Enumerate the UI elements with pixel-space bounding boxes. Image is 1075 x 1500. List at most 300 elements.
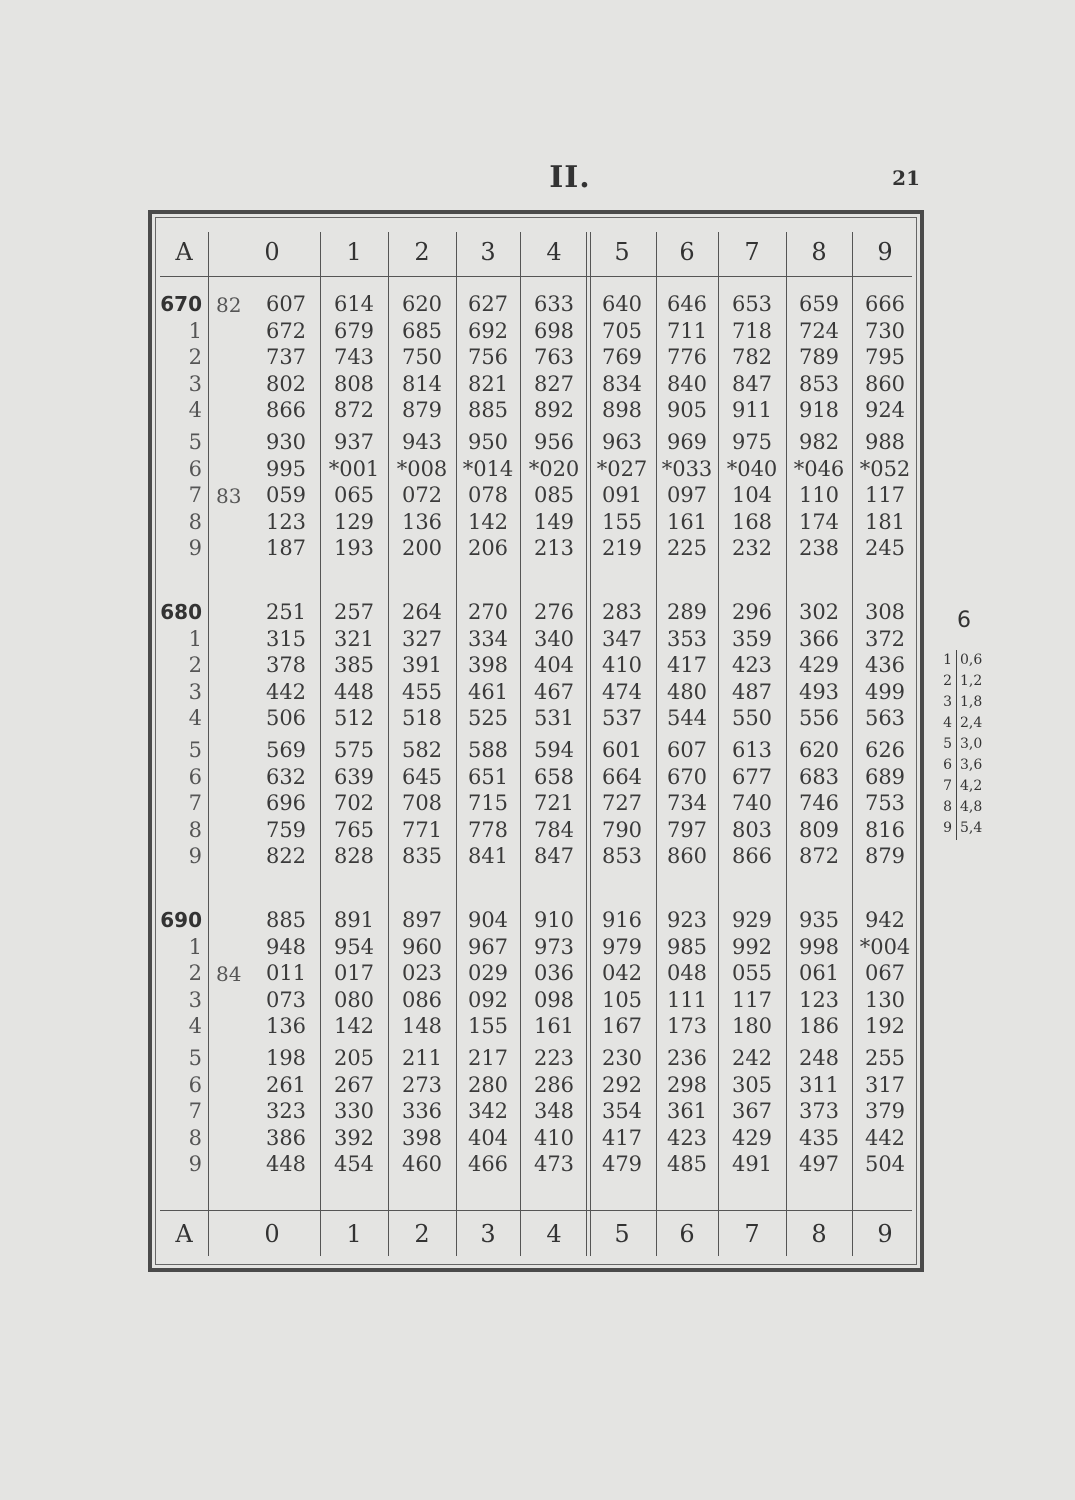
table-cell: 410: [533, 1125, 575, 1150]
table-cell: 065: [333, 483, 375, 508]
table-cell: 398: [467, 653, 509, 678]
table-cell: 491: [731, 1152, 773, 1177]
table-cell: 315: [265, 626, 307, 651]
table-cell: 885: [265, 908, 307, 932]
table-cell: 327: [401, 626, 443, 651]
table-cell: 924: [864, 398, 906, 423]
table-cell: 091: [601, 483, 643, 508]
table-cell: 474: [601, 679, 643, 704]
table-cell: *027: [596, 456, 648, 481]
mantissa-prefix: 82: [216, 293, 242, 317]
table-cell: 778: [467, 817, 509, 842]
pp-digit: 8: [943, 799, 952, 815]
table-cell: 429: [798, 653, 840, 678]
table-cell: 298: [666, 1072, 708, 1097]
table-cell: 556: [798, 706, 840, 731]
table-cell: 417: [601, 1125, 643, 1150]
table-cell: 461: [467, 679, 509, 704]
table-cell: 892: [533, 398, 575, 423]
table-cell: 485: [666, 1152, 708, 1177]
table-cell: 423: [731, 653, 773, 678]
table-cell: 497: [798, 1152, 840, 1177]
table-cell: 904: [467, 908, 509, 932]
footer-col-a: A: [175, 1220, 193, 1248]
row-argument: 6: [188, 764, 202, 789]
table-cell: 613: [731, 738, 773, 762]
pp-digit: 4: [943, 715, 952, 731]
table-cell: 198: [265, 1046, 307, 1070]
table-cell: 797: [666, 817, 708, 842]
table-cell: 506: [265, 706, 307, 731]
row-argument: 8: [188, 1125, 202, 1150]
pp-value: 1,8: [960, 694, 983, 710]
table-cell: 727: [601, 791, 643, 816]
table-cell: 969: [666, 430, 708, 454]
table-cell: 217: [467, 1046, 509, 1070]
table-cell: 245: [864, 536, 906, 561]
table-cell: 607: [666, 738, 708, 762]
table-cell: 929: [731, 908, 773, 932]
table-cell: *046: [793, 456, 845, 481]
header-col-9: 9: [877, 238, 893, 266]
table-cell: 251: [265, 600, 307, 624]
table-cell: *004: [859, 934, 911, 959]
table-cell: 336: [401, 1099, 443, 1124]
table-cell: 467: [533, 679, 575, 704]
table-cell: 242: [731, 1046, 773, 1070]
table-cell: *052: [859, 456, 911, 481]
table-cell: 627: [467, 292, 509, 316]
table-cell: 168: [731, 509, 773, 534]
table-cell: 679: [333, 318, 375, 343]
table-cell: 948: [265, 934, 307, 959]
table-cell: 963: [601, 430, 643, 454]
table-cell: 186: [798, 1014, 840, 1039]
pp-digit: 6: [943, 757, 952, 773]
table-cell: 308: [864, 600, 906, 624]
table-cell: 286: [533, 1072, 575, 1097]
table-cell: 078: [467, 483, 509, 508]
table-cell: 155: [467, 1014, 509, 1039]
table-cell: 872: [333, 398, 375, 423]
header-col-2: 2: [414, 238, 430, 266]
table-cell: 967: [467, 934, 509, 959]
mantissa-prefix: 83: [216, 484, 242, 509]
table-cell: 055: [731, 961, 773, 986]
table-cell: 466: [467, 1152, 509, 1177]
table-cell: 847: [731, 371, 773, 396]
table-cell: 620: [798, 738, 840, 762]
table-cell: 685: [401, 318, 443, 343]
table-cell: 361: [666, 1099, 708, 1124]
pp-digit: 1: [943, 652, 952, 668]
table-cell: 292: [601, 1072, 643, 1097]
pp-value: 2,4: [960, 715, 983, 731]
table-cell: 136: [265, 1014, 307, 1039]
table-cell: 795: [864, 345, 906, 370]
table-cell: 696: [265, 791, 307, 816]
row-argument: 4: [188, 398, 202, 423]
table-cell: 620: [401, 292, 443, 316]
table-cell: 187: [265, 536, 307, 561]
table-cell: 646: [666, 292, 708, 316]
table-cell: 372: [864, 626, 906, 651]
table-cell: 782: [731, 345, 773, 370]
table-cell: 200: [401, 536, 443, 561]
table-cell: 702: [333, 791, 375, 816]
table-cell: 563: [864, 706, 906, 731]
table-cell: 975: [731, 430, 773, 454]
table-cell: 181: [864, 509, 906, 534]
table-cell: 059: [265, 483, 307, 508]
footer-col-7: 7: [744, 1220, 760, 1248]
table-cell: 835: [401, 844, 443, 869]
table-cell: 885: [467, 398, 509, 423]
footer-col-6: 6: [679, 1220, 695, 1248]
row-argument: 2: [188, 345, 202, 370]
table-cell: 753: [864, 791, 906, 816]
table-cell: 512: [333, 706, 375, 731]
row-argument-main: 670: [160, 292, 202, 316]
column-rule: [208, 232, 209, 1256]
table-cell: 866: [731, 844, 773, 869]
table-cell: 575: [333, 738, 375, 762]
table-cell: 879: [864, 844, 906, 869]
table-cell: 659: [798, 292, 840, 316]
table-cell: 973: [533, 934, 575, 959]
table-cell: 385: [333, 653, 375, 678]
table-cell: 073: [265, 987, 307, 1012]
table-cell: 499: [864, 679, 906, 704]
table-cell: 448: [265, 1152, 307, 1177]
header-col-3: 3: [480, 238, 496, 266]
table-cell: 607: [265, 292, 307, 316]
pp-digit: 5: [943, 736, 952, 752]
table-cell: 334: [467, 626, 509, 651]
table-cell: 756: [467, 345, 509, 370]
table-cell: 255: [864, 1046, 906, 1070]
table-cell: *001: [328, 456, 380, 481]
table-cell: 455: [401, 679, 443, 704]
table-cell: 746: [798, 791, 840, 816]
table-cell: 911: [731, 398, 773, 423]
pp-value: 1,2: [960, 673, 983, 689]
table-cell: 866: [265, 398, 307, 423]
table-cell: 979: [601, 934, 643, 959]
page-number: 21: [892, 166, 920, 190]
table-cell: 518: [401, 706, 443, 731]
table-cell: 017: [333, 961, 375, 986]
table-cell: 689: [864, 764, 906, 789]
table-cell: 213: [533, 536, 575, 561]
table-cell: 715: [467, 791, 509, 816]
table-cell: 036: [533, 961, 575, 986]
table-cell: 808: [333, 371, 375, 396]
table-cell: 373: [798, 1099, 840, 1124]
row-argument: 9: [188, 536, 202, 561]
table-cell: 283: [601, 600, 643, 624]
table-cell: 943: [401, 430, 443, 454]
row-argument: 1: [188, 934, 202, 959]
table-cell: 302: [798, 600, 840, 624]
table-cell: 155: [601, 509, 643, 534]
table-cell: 098: [533, 987, 575, 1012]
proportional-parts-row: [930, 820, 1020, 836]
table-cell: 683: [798, 764, 840, 789]
table-cell: 436: [864, 653, 906, 678]
table-cell: 872: [798, 844, 840, 869]
table-cell: 666: [864, 292, 906, 316]
table-cell: 142: [333, 1014, 375, 1039]
table-cell: 614: [333, 292, 375, 316]
pp-digit: 3: [943, 694, 952, 710]
row-argument: 5: [188, 430, 202, 454]
table-cell: 180: [731, 1014, 773, 1039]
table-cell: 956: [533, 430, 575, 454]
table-cell: 367: [731, 1099, 773, 1124]
table-cell: 479: [601, 1152, 643, 1177]
table-cell: 149: [533, 509, 575, 534]
table-cell: 672: [265, 318, 307, 343]
table-cell: 117: [731, 987, 773, 1012]
table-cell: 429: [731, 1125, 773, 1150]
table-cell: 891: [333, 908, 375, 932]
table-cell: 828: [333, 844, 375, 869]
header-col-a: A: [175, 238, 193, 266]
table-cell: *014: [462, 456, 514, 481]
row-argument: 5: [188, 1046, 202, 1070]
row-argument: 9: [188, 844, 202, 869]
pp-value: 4,2: [960, 778, 983, 794]
table-cell: 192: [864, 1014, 906, 1039]
proportional-parts-row: [930, 736, 1020, 752]
table-cell: 847: [533, 844, 575, 869]
table-cell: 340: [533, 626, 575, 651]
row-argument-main: 680: [160, 600, 202, 624]
table-cell: 985: [666, 934, 708, 959]
pp-digit: 9: [943, 820, 952, 836]
table-cell: 923: [666, 908, 708, 932]
row-argument: 2: [188, 961, 202, 986]
pp-digit: 7: [943, 778, 952, 794]
header-col-1: 1: [346, 238, 362, 266]
table-cell: 916: [601, 908, 643, 932]
table-cell: 537: [601, 706, 643, 731]
table-cell: 238: [798, 536, 840, 561]
table-cell: 230: [601, 1046, 643, 1070]
table-cell: 582: [401, 738, 443, 762]
table-cell: 386: [265, 1125, 307, 1150]
table-cell: 323: [265, 1099, 307, 1124]
table-cell: 359: [731, 626, 773, 651]
pp-value: 4,8: [960, 799, 983, 815]
row-argument: 3: [188, 987, 202, 1012]
table-cell: 205: [333, 1046, 375, 1070]
row-argument: 4: [188, 706, 202, 731]
table-cell: 670: [666, 764, 708, 789]
row-argument-main: 690: [160, 908, 202, 932]
table-cell: 348: [533, 1099, 575, 1124]
table-cell: 261: [265, 1072, 307, 1097]
header-col-4: 4: [546, 238, 562, 266]
table-cell: 442: [265, 679, 307, 704]
row-argument: 5: [188, 738, 202, 762]
table-cell: 841: [467, 844, 509, 869]
table-cell: 937: [333, 430, 375, 454]
table-cell: 834: [601, 371, 643, 396]
table-cell: 750: [401, 345, 443, 370]
table-cell: 296: [731, 600, 773, 624]
table-cell: 918: [798, 398, 840, 423]
table-cell: 487: [731, 679, 773, 704]
page-title: II.: [549, 160, 591, 195]
table-cell: 718: [731, 318, 773, 343]
row-argument: 7: [188, 791, 202, 816]
table-cell: 632: [265, 764, 307, 789]
table-cell: 480: [666, 679, 708, 704]
table-cell: 730: [864, 318, 906, 343]
header-col-6: 6: [679, 238, 695, 266]
row-argument: 6: [188, 1072, 202, 1097]
table-cell: 633: [533, 292, 575, 316]
header-col-0: 0: [264, 238, 280, 266]
proportional-parts-table: [930, 606, 1020, 846]
table-cell: 366: [798, 626, 840, 651]
table-cell: 110: [798, 483, 840, 508]
footer-col-0: 0: [264, 1220, 280, 1248]
table-cell: 342: [467, 1099, 509, 1124]
table-cell: 236: [666, 1046, 708, 1070]
proportional-parts-title: 6: [957, 608, 971, 633]
table-cell: 724: [798, 318, 840, 343]
proportional-parts-row: [930, 757, 1020, 773]
table-cell: 721: [533, 791, 575, 816]
table-cell: 651: [467, 764, 509, 789]
table-cell: 042: [601, 961, 643, 986]
table-cell: 935: [798, 908, 840, 932]
table-cell: 378: [265, 653, 307, 678]
table-cell: 692: [467, 318, 509, 343]
pp-value: 0,6: [960, 652, 983, 668]
table-cell: 454: [333, 1152, 375, 1177]
table-cell: 105: [601, 987, 643, 1012]
table-cell: 029: [467, 961, 509, 986]
footer-col-3: 3: [480, 1220, 496, 1248]
mantissa-prefix: 84: [216, 962, 242, 987]
table-cell: 048: [666, 961, 708, 986]
table-cell: 740: [731, 791, 773, 816]
pp-value: 3,0: [960, 736, 983, 752]
table-cell: 123: [265, 509, 307, 534]
table-cell: 942: [864, 908, 906, 932]
row-argument: 8: [188, 509, 202, 534]
table-cell: 130: [864, 987, 906, 1012]
table-cell: 417: [666, 653, 708, 678]
table-cell: 860: [864, 371, 906, 396]
table-cell: 588: [467, 738, 509, 762]
table-cell: 225: [666, 536, 708, 561]
table-cell: 117: [864, 483, 906, 508]
table-cell: 248: [798, 1046, 840, 1070]
table-cell: 129: [333, 509, 375, 534]
table-cell: 276: [533, 600, 575, 624]
table-cell: 123: [798, 987, 840, 1012]
table-cell: 698: [533, 318, 575, 343]
table-cell: 802: [265, 371, 307, 396]
table-cell: 853: [798, 371, 840, 396]
table-cell: 809: [798, 817, 840, 842]
table-cell: 995: [265, 456, 307, 481]
table-cell: 763: [533, 345, 575, 370]
table-cell: 317: [864, 1072, 906, 1097]
header-col-5: 5: [614, 238, 630, 266]
footer-col-8: 8: [811, 1220, 827, 1248]
table-cell: 897: [401, 908, 443, 932]
table-cell: 092: [467, 987, 509, 1012]
table-cell: 789: [798, 345, 840, 370]
table-cell: 142: [467, 509, 509, 534]
table-cell: 023: [401, 961, 443, 986]
proportional-parts-row: [930, 778, 1020, 794]
table-cell: 289: [666, 600, 708, 624]
table-cell: 011: [265, 961, 307, 986]
table-cell: 223: [533, 1046, 575, 1070]
table-cell: 992: [731, 934, 773, 959]
row-argument: 1: [188, 318, 202, 343]
table-body: [152, 214, 920, 1268]
table-cell: 173: [666, 1014, 708, 1039]
header-col-7: 7: [744, 238, 760, 266]
table-cell: 594: [533, 738, 575, 762]
table-cell: 822: [265, 844, 307, 869]
table-cell: 085: [533, 483, 575, 508]
table-cell: 398: [401, 1125, 443, 1150]
table-cell: 161: [666, 509, 708, 534]
table-cell: 311: [798, 1072, 840, 1097]
table-cell: 776: [666, 345, 708, 370]
table-cell: 448: [333, 679, 375, 704]
row-argument: 6: [188, 456, 202, 481]
pp-digit: 2: [943, 673, 952, 689]
proportional-parts-row: [930, 673, 1020, 689]
pp-value: 5,4: [960, 820, 983, 836]
table-cell: 174: [798, 509, 840, 534]
row-argument: 7: [188, 483, 202, 508]
footer-col-4: 4: [546, 1220, 562, 1248]
row-argument: 8: [188, 817, 202, 842]
table-cell: 784: [533, 817, 575, 842]
table-cell: 267: [333, 1072, 375, 1097]
table-cell: 211: [401, 1046, 443, 1070]
table-cell: 264: [401, 600, 443, 624]
header-col-8: 8: [811, 238, 827, 266]
table-cell: 347: [601, 626, 643, 651]
table-cell: 640: [601, 292, 643, 316]
row-argument: 4: [188, 1014, 202, 1039]
row-argument: 3: [188, 679, 202, 704]
proportional-parts-row: [930, 715, 1020, 731]
table-cell: 097: [666, 483, 708, 508]
table-cell: 960: [401, 934, 443, 959]
table-cell: 765: [333, 817, 375, 842]
table-cell: 664: [601, 764, 643, 789]
table-cell: 950: [467, 430, 509, 454]
table-cell: 148: [401, 1014, 443, 1039]
table-cell: 423: [666, 1125, 708, 1150]
table-cell: 601: [601, 738, 643, 762]
table-cell: 853: [601, 844, 643, 869]
footer-col-9: 9: [877, 1220, 893, 1248]
